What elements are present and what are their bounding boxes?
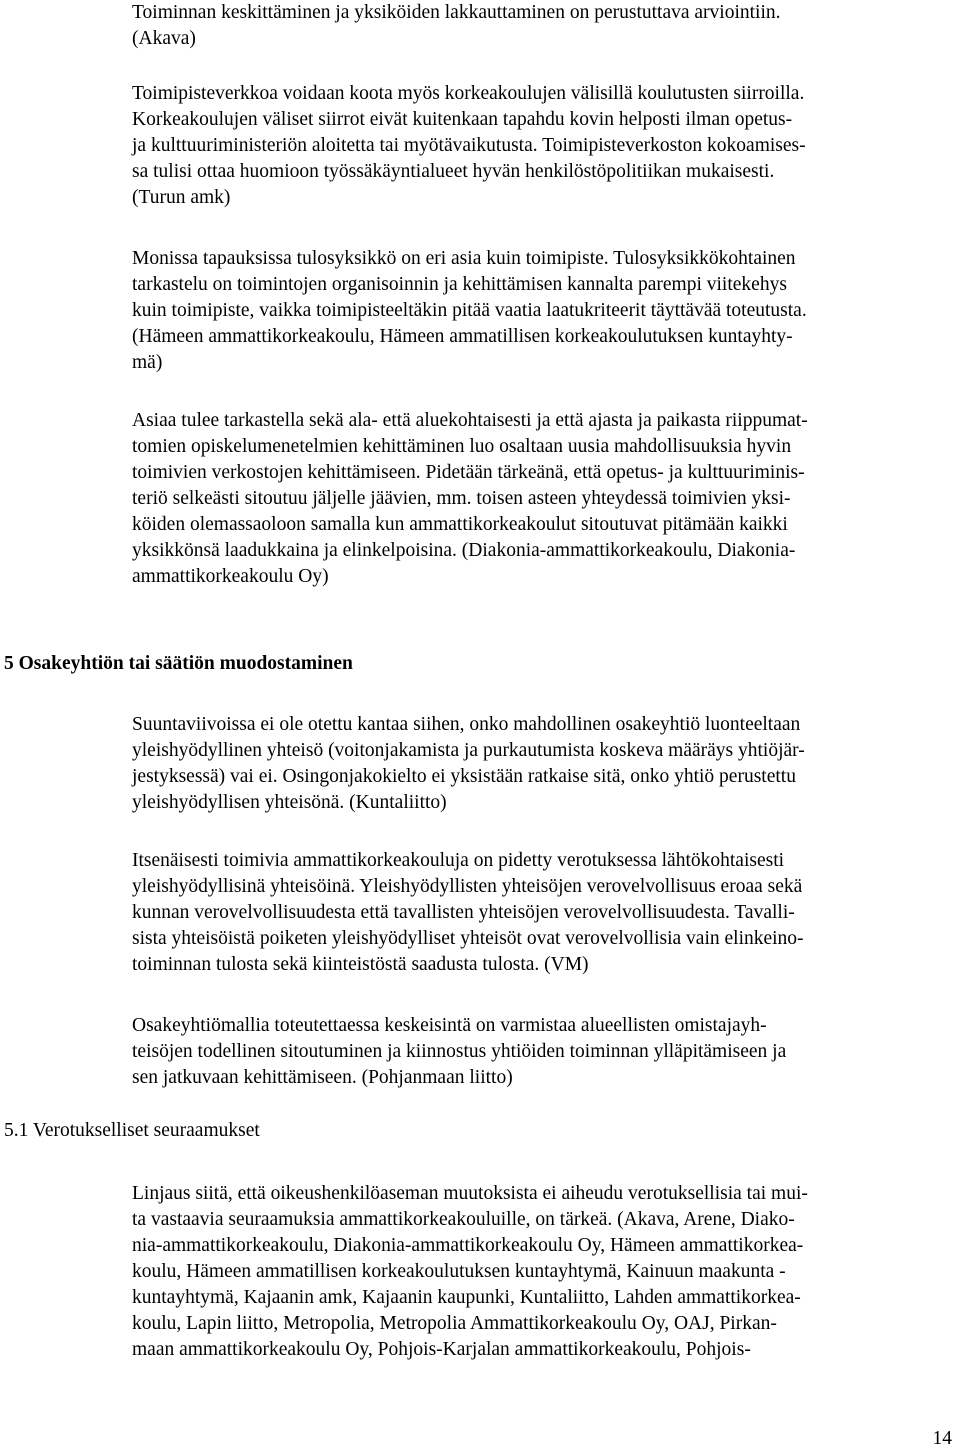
text-line: toimivien verkostojen kehittämiseen. Pidetään tärkeänä, että opetus- ja kulttuuriminis- xyxy=(132,462,805,483)
text-line: kunnan verovelvollisuudesta että tavallisten yhteisöjen verovelvollisuudesta. Tavalli- xyxy=(132,902,795,923)
text-line: yleishyödyllinen yhteisö (voitonjakamista ja purkautumista koskeva määräys yhtiöjär- xyxy=(132,740,805,761)
text-line: jestyksessä) vai ei. Osingonjakokielto ei yksistään ratkaise sitä, onko yhtiö perustettu xyxy=(132,766,796,787)
text-line: Suuntaviivoissa ei ole otettu kantaa siihen, onko mahdollinen osakeyhtiö luonteeltaan xyxy=(132,714,801,735)
text-line: Osakeyhtiömallia toteutettaessa keskeisintä on varmistaa alueellisten omistajayh- xyxy=(132,1015,767,1036)
text-line: köiden olemassaoloon samalla kun ammattikorkeakoulut sitoutuvat pitämään kaikki xyxy=(132,514,788,535)
text-line: tomien opiskelumenetelmien kehittäminen luo osaltaan uusia mahdollisuuksia hyvin xyxy=(132,436,792,457)
text-line: toiminnan tulosta sekä kiinteistöstä saadusta tulosta. (VM) xyxy=(132,954,589,975)
text-line: maan ammattikorkeakoulu Oy, Pohjois-Karjalan ammattikorkeakoulu, Pohjois- xyxy=(132,1339,751,1360)
text-line: Toimipisteverkkoa voidaan koota myös korkeakoulujen välisillä koulutusten siirroilla. xyxy=(132,83,805,104)
text-line: koulu, Lapin liitto, Metropolia, Metropolia Ammattikorkeakoulu Oy, OAJ, Pirkan- xyxy=(132,1313,777,1334)
text-line: ta vastaavia seuraamuksia ammattikorkeakouluille, on tärkeä. (Akava, Arene, Diako- xyxy=(132,1209,795,1230)
text-line: sa tulisi ottaa huomioon työssäkäyntialueet hyvän henkilöstöpolitiikan mukaisesti. xyxy=(132,161,775,182)
text-line: Linjaus siitä, että oikeushenkilöaseman muutoksista ei aiheudu verotuksellisia tai mui- xyxy=(132,1183,808,1204)
text-line: (Akava) xyxy=(132,28,196,49)
text-line: yleishyödyllisinä yhteisöinä. Yleishyödyllisten yhteisöjen verovelvollisuus eroaa sekä xyxy=(132,876,803,897)
text-line: (Turun amk) xyxy=(132,187,231,208)
subsection-heading: 5.1 Verotukselliset seuraamukset xyxy=(4,1120,260,1141)
text-line: sen jatkuvaan kehittämiseen. (Pohjanmaan liitto) xyxy=(132,1067,513,1088)
text-line: mä) xyxy=(132,352,163,373)
text-line: koulu, Hämeen ammatillisen korkeakoulutuksen kuntayhtymä, Kainuun maakunta - xyxy=(132,1261,786,1282)
text-line: teriö selkeästi sitoutuu jäljelle jäävien, mm. toisen asteen yhteydessä toimivien yksi- xyxy=(132,488,791,509)
text-line: ammattikorkeakoulu Oy) xyxy=(132,566,329,587)
text-line: (Hämeen ammattikorkeakoulu, Hämeen ammatillisen korkeakoulutuksen kuntayhty- xyxy=(132,326,793,347)
text-line: ja kulttuuriministeriön aloitetta tai myötävaikutusta. Toimipisteverkoston kokoamises- xyxy=(132,135,806,156)
section-heading: 5 Osakeyhtiön tai säätiön muodostaminen xyxy=(4,653,353,674)
text-line: kuin toimipiste, vaikka toimipisteeltäkin pitää vaatia laatukriteerit täyttävää toteutusta. xyxy=(132,300,807,321)
text-line: yksikkönsä laadukkaina ja elinkelpoisina. (Diakonia-ammattikorkeakoulu, Diakonia- xyxy=(132,540,796,561)
text-line: sista yhteisöistä poiketen yleishyödylliset yhteisöt ovat verovelvollisia vain elinkeino- xyxy=(132,928,804,949)
text-line: Toiminnan keskittäminen ja yksiköiden lakkauttaminen on perustuttava arviointiin. xyxy=(132,2,781,23)
page-number: 14 xyxy=(932,1428,952,1449)
text-line: teisöjen todellinen sitoutuminen ja kiinnostus yhtiöiden toiminnan ylläpitämiseen ja xyxy=(132,1041,787,1062)
text-line: nia-ammattikorkeakoulu, Diakonia-ammattikorkeakoulu Oy, Hämeen ammattikorkea- xyxy=(132,1235,804,1256)
text-line: kuntayhtymä, Kajaanin amk, Kajaanin kaupunki, Kuntaliitto, Lahden ammattikorkea- xyxy=(132,1287,801,1308)
text-line: Monissa tapauksissa tulosyksikkö on eri asia kuin toimipiste. Tulosyksikkökohtainen xyxy=(132,248,796,269)
text-line: Korkeakoulujen väliset siirrot eivät kuitenkaan tapahdu kovin helposti ilman opetus- xyxy=(132,109,793,130)
text-line: Asiaa tulee tarkastella sekä ala- että aluekohtaisesti ja että ajasta ja paikasta riippumat- xyxy=(132,410,808,431)
text-line: Itsenäisesti toimivia ammattikorkeakouluja on pidetty verotuksessa lähtökohtaisesti xyxy=(132,850,785,871)
text-line: tarkastelu on toimintojen organisoinnin ja kehittämisen kannalta parempi viitekehys xyxy=(132,274,787,295)
text-line: yleishyödyllisen yhteisönä. (Kuntaliitto) xyxy=(132,792,447,813)
